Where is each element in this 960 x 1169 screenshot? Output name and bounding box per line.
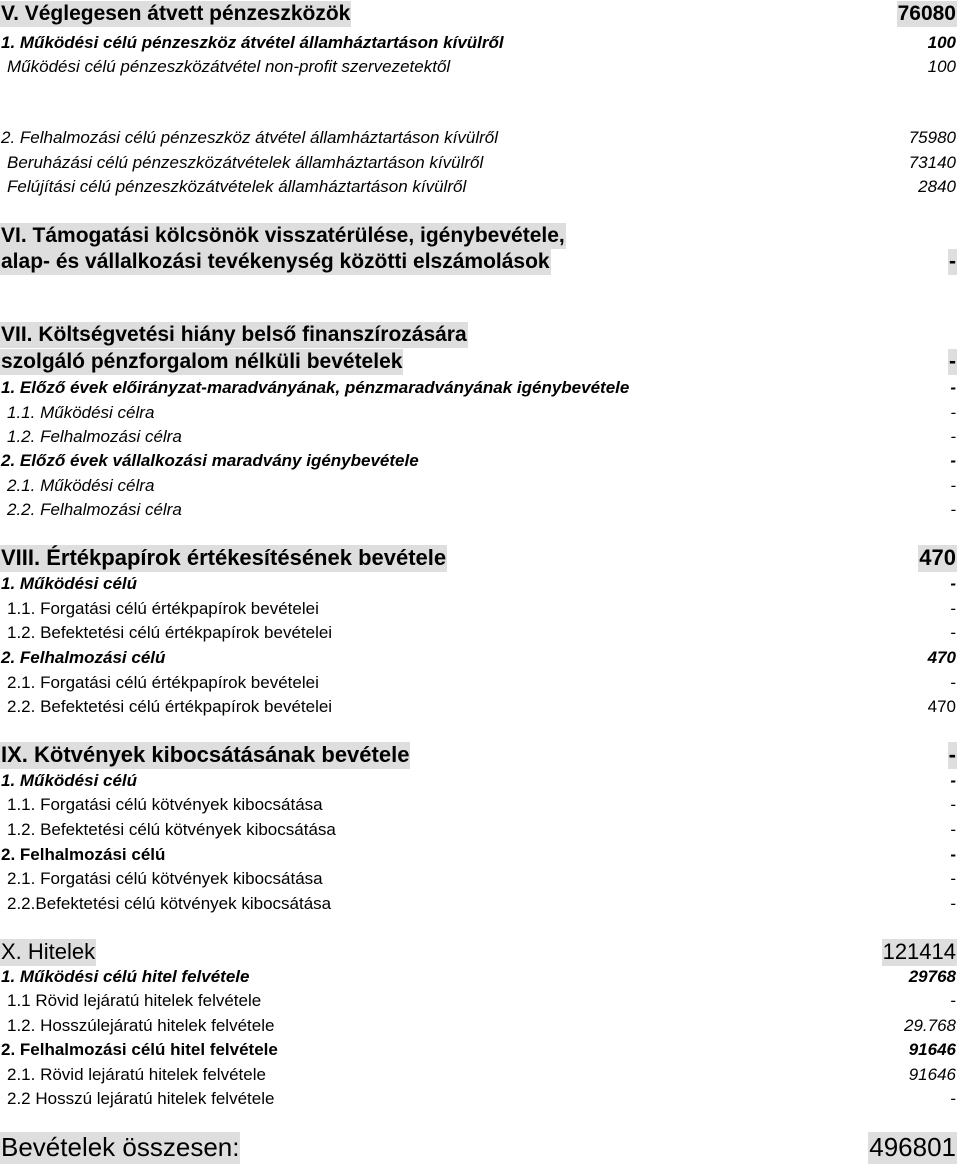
line-value: - xyxy=(950,1089,956,1108)
line-label: 1.2. Befektetési célú kötvények kibocsátása xyxy=(7,820,336,839)
line-value: - xyxy=(950,894,956,913)
line-item xyxy=(0,574,960,595)
line-item xyxy=(0,599,960,620)
line-item xyxy=(0,153,960,174)
line-item xyxy=(0,894,960,915)
section-ix-total: - xyxy=(948,742,956,767)
line-item xyxy=(0,820,960,841)
line-value: 73140 xyxy=(908,153,956,172)
section-x-header xyxy=(0,939,960,966)
line-label: 1. Működési célú hitel felvétele xyxy=(1,967,250,986)
line-value: - xyxy=(950,795,956,814)
section-x-title: X. Hitelek xyxy=(1,939,96,964)
line-label: 1. Előző évek előirányzat-maradványának, pénzmaradványának igénybevétele xyxy=(1,378,630,397)
line-value: 75980 xyxy=(908,128,956,147)
line-label: 2.2 Hosszú lejáratú hitelek felvétele xyxy=(7,1089,275,1108)
line-item xyxy=(0,673,960,694)
line-label: 2. Felhalmozási célú hitel felvétele xyxy=(1,1040,278,1059)
line-item xyxy=(0,177,960,198)
line-label: 2.1. Forgatási célú értékpapírok bevételei xyxy=(7,673,319,692)
line-label: 2. Előző évek vállalkozási maradvány igénybevétele xyxy=(1,451,419,470)
line-value: - xyxy=(950,869,956,888)
line-item xyxy=(0,128,960,149)
line-value: - xyxy=(950,403,956,422)
line-value: 470 xyxy=(927,697,956,716)
line-item xyxy=(0,476,960,497)
section-viii-header xyxy=(0,545,960,572)
line-item xyxy=(0,623,960,644)
section-viii-title: VIII. Értékpapírok értékesítésének bevétele xyxy=(1,545,447,570)
line-label: Beruházási célú pénzeszközátvételek államháztartáson kívülről xyxy=(7,153,484,172)
line-label: 1.1. Működési célra xyxy=(7,403,155,422)
section-vii-header-line2 xyxy=(0,349,960,375)
line-value: 100 xyxy=(927,33,956,52)
line-item xyxy=(0,500,960,521)
line-value: - xyxy=(950,574,956,593)
line-item xyxy=(0,967,960,988)
line-label: 1.1. Forgatási célú értékpapírok bevételei xyxy=(7,599,319,618)
section-v-title: V. Véglegesen átvett pénzeszközök xyxy=(1,2,351,25)
line-value: - xyxy=(950,845,956,864)
section-vi-header-line1 xyxy=(0,223,960,249)
line-item xyxy=(0,403,960,424)
line-label: 2.1. Rövid lejáratú hitelek felvétele xyxy=(7,1065,266,1084)
line-label: 1.2. Hosszúlejáratú hitelek felvétele xyxy=(7,1016,275,1035)
line-value: - xyxy=(950,991,956,1010)
line-label: 1. Működési célú xyxy=(1,574,138,593)
line-value: 100 xyxy=(927,57,956,76)
line-item xyxy=(0,427,960,448)
line-label: 1.1 Rövid lejáratú hitelek felvétele xyxy=(7,991,262,1010)
line-item xyxy=(0,795,960,816)
line-value: 91646 xyxy=(908,1065,956,1084)
line-item xyxy=(0,697,960,718)
line-label: 2.2. Felhalmozási célra xyxy=(7,500,182,519)
line-label: Felújítási célú pénzeszközátvételek államháztartáson kívülről xyxy=(7,177,467,196)
line-item xyxy=(0,845,960,866)
line-label: 2. Felhalmozási célú xyxy=(1,845,166,864)
line-label: 2.1. Működési célra xyxy=(7,476,155,495)
grand-total-row xyxy=(0,1132,960,1164)
line-label: 2. Felhalmozási célú pénzeszköz átvétel államháztartáson kívülről xyxy=(1,128,499,147)
section-viii-total: 470 xyxy=(919,545,956,570)
line-label: 2. Felhalmozási célú xyxy=(1,648,166,667)
line-label: 2.2. Befektetési célú értékpapírok bevételei xyxy=(7,697,333,716)
line-value: 29.768 xyxy=(904,1016,956,1035)
line-value: - xyxy=(950,476,956,495)
section-ix-title: IX. Kötvények kibocsátásának bevétele xyxy=(1,742,410,767)
section-vii-title: VII. Költségvetési hiány belső finanszírozására xyxy=(1,323,467,346)
line-item xyxy=(0,648,960,669)
line-item xyxy=(0,1065,960,1086)
line-value: - xyxy=(950,820,956,839)
section-vii-title: szolgáló pénzforgalom nélküli bevételek xyxy=(1,350,403,373)
line-item xyxy=(0,771,960,792)
line-item xyxy=(0,991,960,1012)
line-value: 29768 xyxy=(908,967,956,986)
section-v-total: 76080 xyxy=(897,2,956,25)
section-vi-header-line2 xyxy=(0,249,960,275)
line-label: 1. Működési célú xyxy=(1,771,138,790)
line-label: Működési célú pénzeszközátvétel non-profit szervezetektől xyxy=(7,57,451,76)
line-item xyxy=(0,33,960,54)
section-vii-header-line1 xyxy=(0,322,960,348)
section-vi-title: alap- és vállalkozási tevékenység közötti elszámolások xyxy=(1,250,550,273)
section-vii-total: - xyxy=(949,350,956,373)
line-value: - xyxy=(950,427,956,446)
line-label: 1. Működési célú pénzeszköz átvétel államháztartáson kívülről xyxy=(1,33,504,52)
line-item xyxy=(0,1040,960,1061)
line-value: - xyxy=(950,500,956,519)
line-label: 1.2. Felhalmozási célra xyxy=(7,427,182,446)
line-item xyxy=(0,1016,960,1037)
line-label: 2.2.Befektetési célú kötvények kibocsátása xyxy=(7,894,332,913)
line-value: - xyxy=(950,378,956,397)
line-value: - xyxy=(950,771,956,790)
line-label: 1.1. Forgatási célú kötvények kibocsátása xyxy=(7,795,323,814)
line-value: - xyxy=(950,451,956,470)
line-value: - xyxy=(950,673,956,692)
line-value: - xyxy=(950,623,956,642)
section-vi-total: - xyxy=(949,250,956,273)
line-label: 2.1. Forgatási célú kötvények kibocsátása xyxy=(7,869,323,888)
line-item xyxy=(0,1089,960,1110)
grand-total-label: Bevételek összesen: xyxy=(1,1132,240,1162)
section-ix-header xyxy=(0,742,960,769)
line-item xyxy=(0,451,960,472)
grand-total-value: 496801 xyxy=(869,1132,956,1162)
line-value: 470 xyxy=(927,648,956,667)
line-label: 1.2. Befektetési célú értékpapírok bevételei xyxy=(7,623,333,642)
line-value: - xyxy=(950,599,956,618)
section-vi-title: VI. Támogatási kölcsönök visszatérülése, igénybevétele, xyxy=(1,224,565,247)
line-item xyxy=(0,57,960,78)
section-x-total: 121414 xyxy=(882,939,956,964)
section-v-header xyxy=(0,1,960,27)
line-item xyxy=(0,378,960,399)
line-value: 2840 xyxy=(918,177,956,196)
line-value: 91646 xyxy=(908,1040,956,1059)
line-item xyxy=(0,869,960,890)
